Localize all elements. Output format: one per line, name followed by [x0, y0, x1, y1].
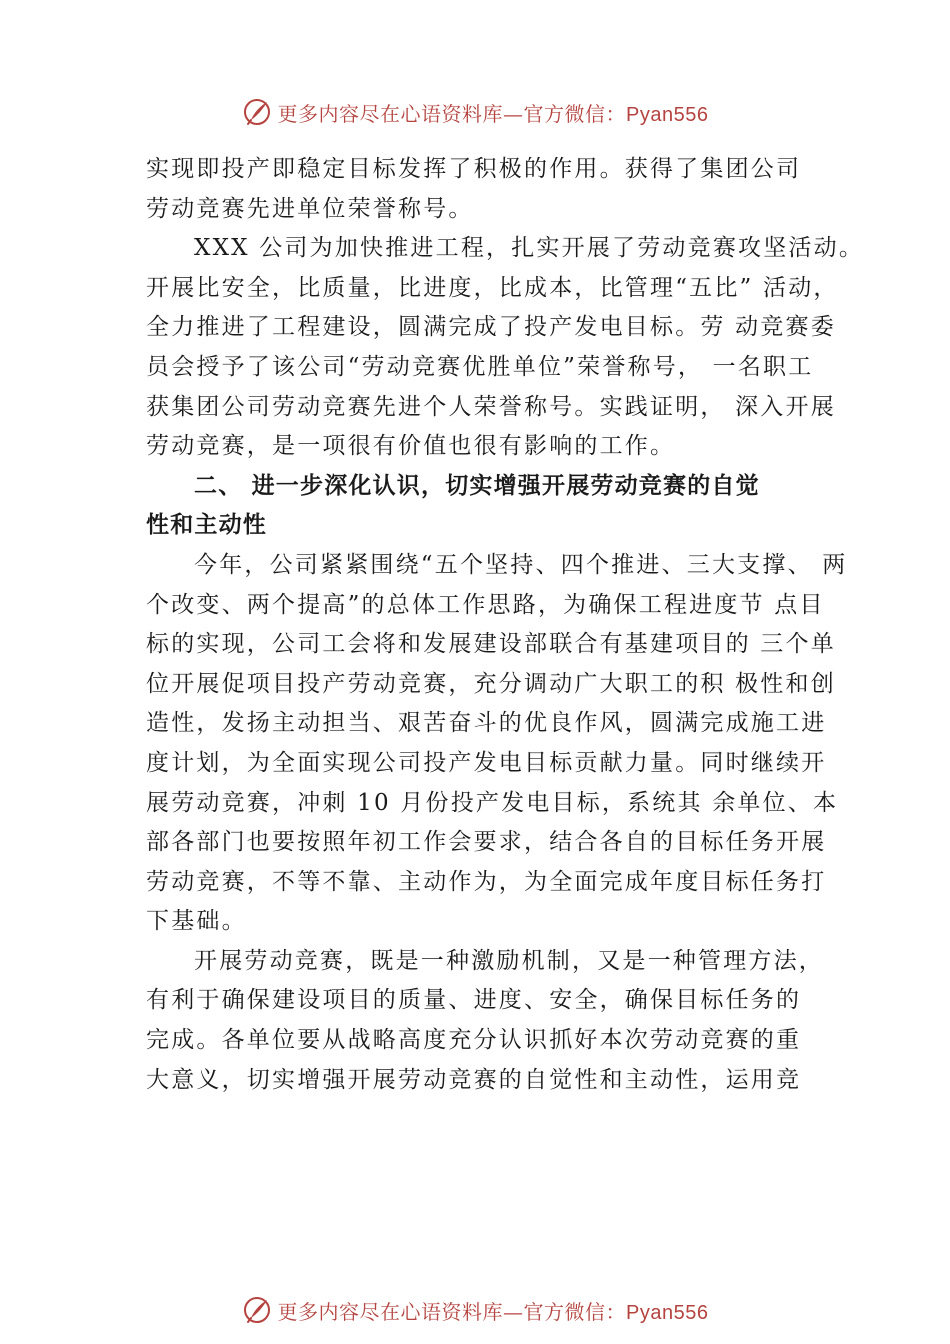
paragraph-line: 今年，公司紧紧围绕“五个坚持、四个推进、三大支撑、 两	[194, 551, 848, 578]
paragraph-line: 度计划，为全面实现公司投产发电目标贡献力量。同时继续开	[146, 749, 827, 776]
watermark-handle: Pyan556	[626, 103, 709, 126]
paragraph-line: 实现即投产即稳定目标发挥了积极的作用。获得了集团公司	[146, 156, 802, 182]
watermark-text: 更多内容尽在心语资料库—官方微信：Pyan556	[277, 101, 709, 126]
document-body	[146, 150, 865, 1100]
paragraph-line: 开展劳动竞赛，既是一种激励机制，又是一种管理方法，	[194, 947, 824, 974]
paragraph-line: 有利于确保建设项目的质量、进度、安全，确保目标任务的	[146, 987, 802, 1014]
watermark-handle: Pyan556	[626, 1301, 709, 1324]
paragraph-line: 劳动竞赛，不等不靠、主动作为，为全面完成年度目标任务打	[146, 868, 827, 895]
watermark-text: 更多内容尽在心语资料库—官方微信：Pyan556	[277, 1299, 709, 1324]
footer-watermark	[0, 1290, 950, 1330]
paragraph-line: 个改变、两个提高”的总体工作思路，为确保工程进度节 点目	[146, 591, 825, 618]
header-watermark	[0, 92, 950, 132]
paragraph-line: 全力推进了工程建设，圆满完成了投产发电目标。劳 动竞赛委	[146, 314, 836, 341]
paragraph-line: 完成。各单位要从战略高度充分认识抓好本次劳动竞赛的重	[146, 1027, 802, 1054]
section-heading-line: 性和主动性	[146, 512, 267, 539]
paragraph-line: 位开展促项目投产劳动竞赛，充分调动广大职工的积 极性和创	[146, 670, 836, 697]
paragraph-line: 部各部门也要按照年初工作会要求，结合各自的目标任务开展	[146, 829, 827, 856]
paragraph-line: 开展比安全，比质量，比进度，比成本，比管理“五比” 活动，	[146, 274, 839, 301]
paragraph-line: 劳动竞赛，是一项很有价值也很有影响的工作。	[146, 433, 676, 460]
feather-logo-icon	[242, 1295, 272, 1325]
section-heading-line: 二、 进一步深化认识，切实增强开展劳动竞赛的自觉	[194, 472, 760, 499]
feather-logo-icon	[242, 97, 272, 127]
paragraph-line: 大意义，切实增强开展劳动竞赛的自觉性和主动性，运用竞	[146, 1066, 802, 1093]
paragraph-line: 获集团公司劳动竞赛先进个人荣誉称号。实践证明， 深入开展	[146, 393, 836, 420]
paragraph-line: 下基础。	[146, 908, 247, 935]
paragraph-line: 员会授予了该公司“劳动竞赛优胜单位”荣誉称号， 一名职工	[146, 353, 814, 380]
paragraph-line: XXX 公司为加快推进工程，扎实开展了劳动竞赛攻坚活动。	[194, 235, 865, 262]
paragraph-line: 造性，发扬主动担当、艰苦奋斗的优良作风，圆满完成施工进	[146, 710, 827, 737]
paragraph-line: 劳动竞赛先进单位荣誉称号。	[146, 195, 474, 222]
paragraph-line: 标的实现，公司工会将和发展建设部联合有基建项目的 三个单	[146, 631, 836, 658]
paragraph-line: 展劳动竞赛，冲刺 10 月份投产发电目标，系统其 余单位、本	[146, 789, 839, 816]
